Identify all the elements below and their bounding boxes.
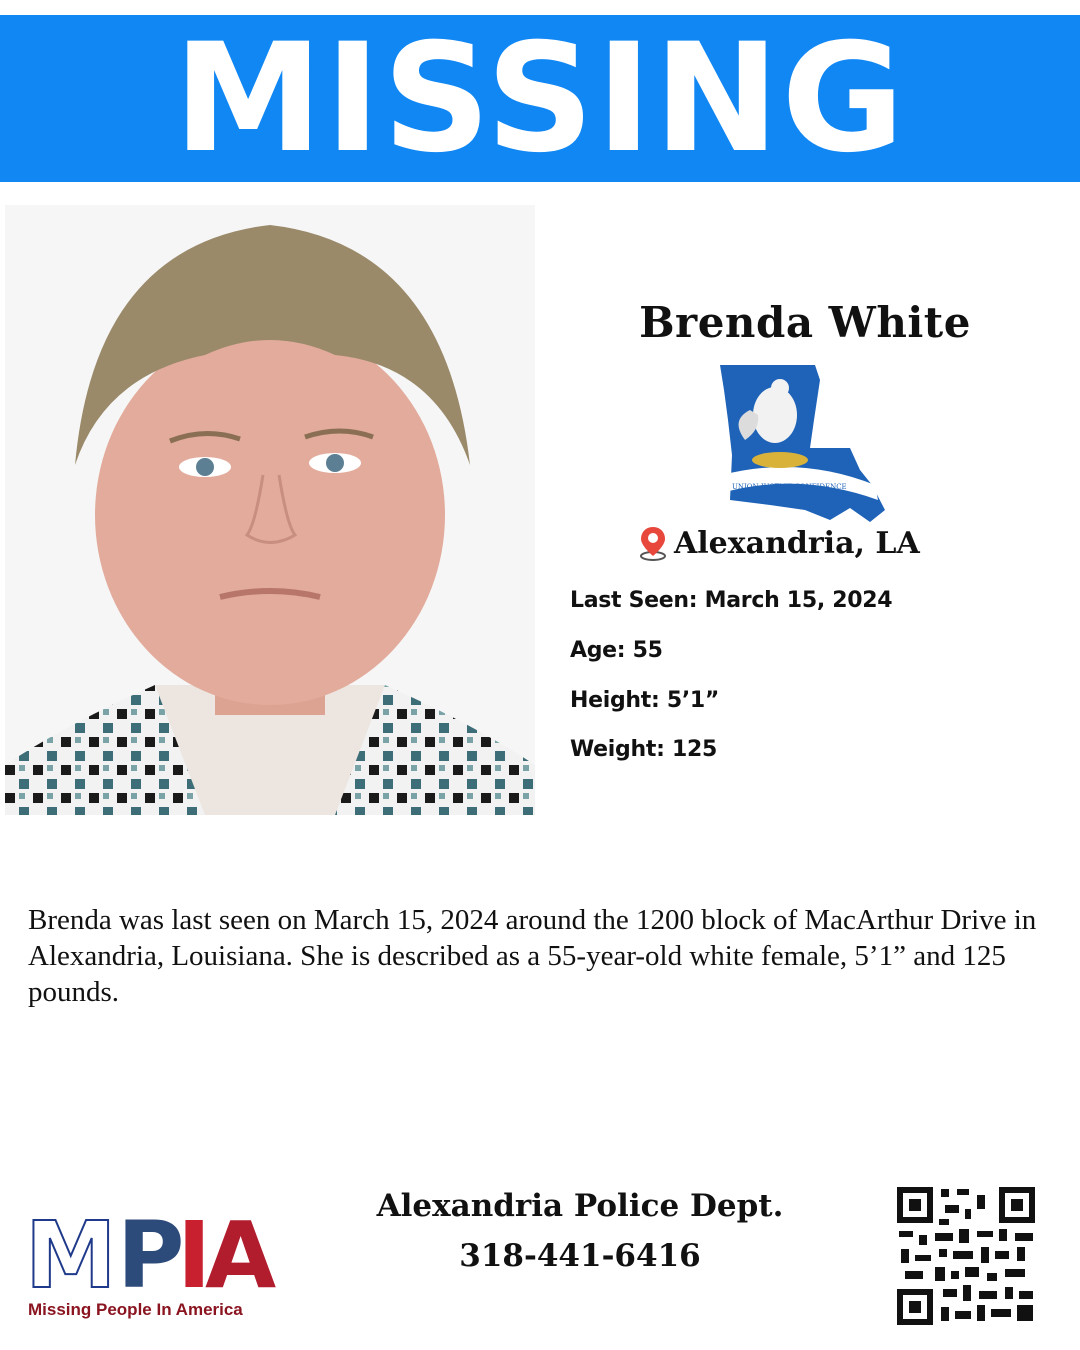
missing-banner bbox=[0, 11, 1080, 186]
last-seen-value: March 15, 2024 bbox=[704, 588, 893, 613]
last-seen bbox=[570, 588, 892, 613]
height bbox=[570, 688, 719, 713]
map-pin-icon bbox=[636, 525, 670, 561]
svg-text:A: A bbox=[205, 1205, 277, 1300]
person-name: Brenda White bbox=[639, 298, 971, 347]
location-text: Alexandria, LA bbox=[674, 525, 920, 561]
age-value: 55 bbox=[632, 638, 663, 663]
person-photo bbox=[5, 205, 535, 815]
svg-text:P: P bbox=[117, 1205, 185, 1300]
agency-phone[interactable]: 318-441-6416 bbox=[459, 1238, 701, 1274]
description-paragraph: Brenda was last seen on March 15, 2024 around the 1200 block of MacArthur Drive in Alexandria, Louisiana. She is described as a 55-year-old white female, 5’1” and 125 pounds. bbox=[28, 904, 1037, 1008]
agency-name: Alexandria Police Dept. bbox=[376, 1188, 784, 1224]
banner-title: MISSING bbox=[173, 11, 907, 186]
age-label: Age: bbox=[570, 638, 626, 663]
state-motto: UNION JUSTICE CONFIDENCE bbox=[732, 483, 847, 491]
svg-text:I: I bbox=[177, 1205, 212, 1300]
last-seen-label: Last Seen: bbox=[570, 588, 698, 613]
height-label: Height: bbox=[570, 688, 660, 713]
age bbox=[570, 638, 663, 663]
height-value: 5’1” bbox=[666, 688, 720, 713]
svg-text:M: M bbox=[25, 1205, 117, 1300]
weight bbox=[570, 737, 717, 762]
louisiana-state-flag-image bbox=[710, 360, 890, 530]
qr-code-icon[interactable] bbox=[895, 1185, 1037, 1327]
location bbox=[636, 525, 920, 561]
logo-caption: Missing People In America bbox=[28, 1300, 243, 1319]
weight-label: Weight: bbox=[570, 737, 665, 762]
weight-value: 125 bbox=[671, 737, 717, 762]
